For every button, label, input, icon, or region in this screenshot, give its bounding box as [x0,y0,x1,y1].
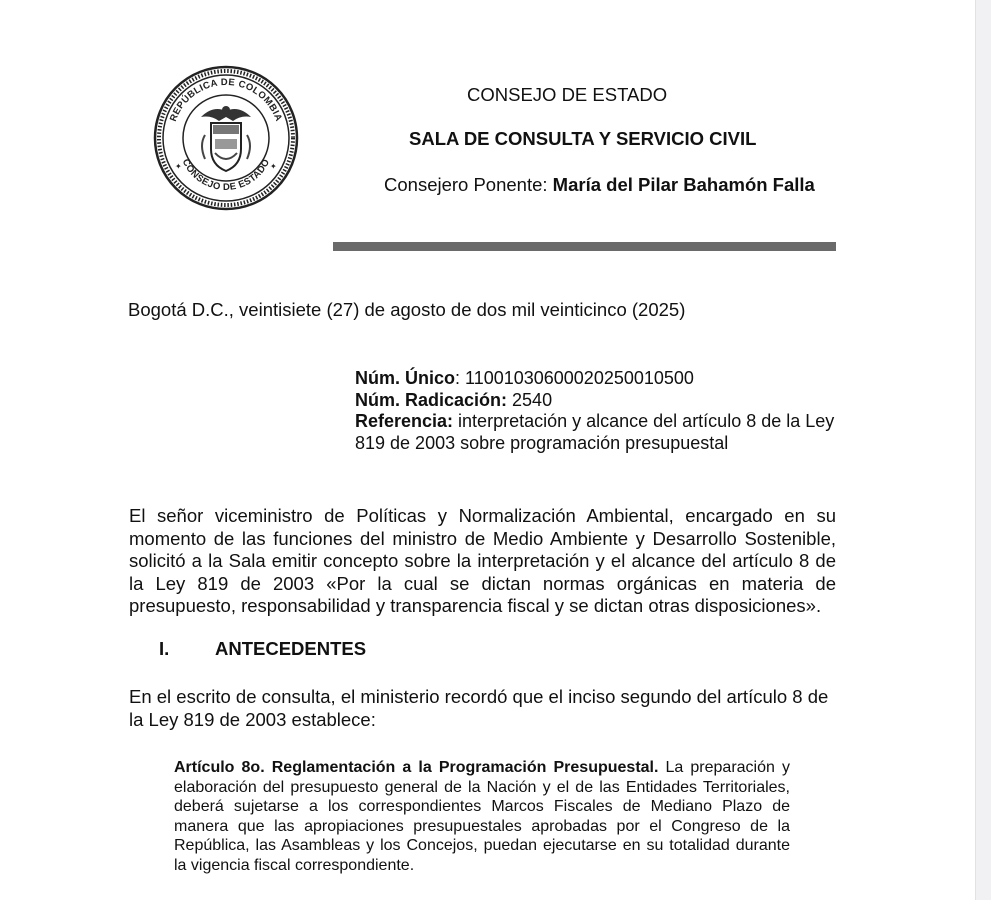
article-quote [174,758,790,875]
referencia-label: Referencia: [355,411,454,431]
ponente-line [384,174,815,196]
radicacion-row [355,390,845,412]
vertical-scrollbar[interactable] [975,0,991,900]
svg-text:✦: ✦ [270,162,277,171]
quote-heading: Artículo 8o. Reglamentación a la Programación Presupuestal. [174,759,659,776]
svg-text:✦: ✦ [175,162,182,171]
quote-body: La preparación y elaboración del presupuesto general de la Nación y el de las Entidades Territoriales, deberá sujetarse a los correspondientes Marcos Fiscales de Mediano Plazo de manera que las apropiaciones presupuestales aprobadas por el Congreso de la República, las Asambleas y los Concejos, puedan ejecutarse en su totalidad durante la vigencia fiscal correspondiente. [174,759,790,874]
unico-value: : 11001030600020250010500 [455,368,694,388]
svg-text:CONSEJO DE ESTADO: CONSEJO DE ESTADO [179,157,273,194]
section-heading [159,638,366,660]
ponente-name: María del Pilar Bahamón Falla [552,174,815,195]
case-metadata [355,368,845,454]
intro-paragraph: El señor viceministro de Políticas y Normalización Ambiental, encargado en su momento de las funciones del ministro de Medio Ambiente y Desarrollo Sostenible, solicitó a la Sala emitir concepto sobre la interpretación y el alcance del artículo 8 de la Ley 819 de 2003 «Por la cual se dictan normas orgánicas en materia de presupuesto, responsabilidad y transparencia fiscal y se dictan otras disposiciones». [129,505,836,617]
date-line: Bogotá D.C., veintisiete (27) de agosto de dos mil veinticinco (2025) [128,299,686,320]
unico-row [355,368,845,390]
referencia-row [355,411,845,454]
consulta-paragraph: En el escrito de consulta, el ministerio recordó que el inciso segundo del artículo 8 de la Ley 819 de 2003 establece: [129,686,829,730]
radicacion-label: Núm. Radicación: [355,389,508,410]
chamber-name: SALA DE CONSULTA Y SERVICIO CIVIL [409,128,757,149]
referencia-value: interpretación y alcance del artículo 8 de la Ley 819 de 2003 sobre programación presupuestal [355,411,835,453]
institution-name: CONSEJO DE ESTADO [467,84,668,105]
consejo-de-estado-seal [153,65,299,211]
header-rule [333,242,836,251]
section-number: I. [159,638,170,659]
svg-text:REPÚBLICA DE COLOMBIA: REPÚBLICA DE COLOMBIA [167,76,285,124]
radicacion-value: 2540 [507,389,553,410]
section-title: ANTECEDENTES [215,638,367,659]
unico-label: Núm. Único [355,368,456,388]
ponente-label: Consejero Ponente: [384,174,553,195]
